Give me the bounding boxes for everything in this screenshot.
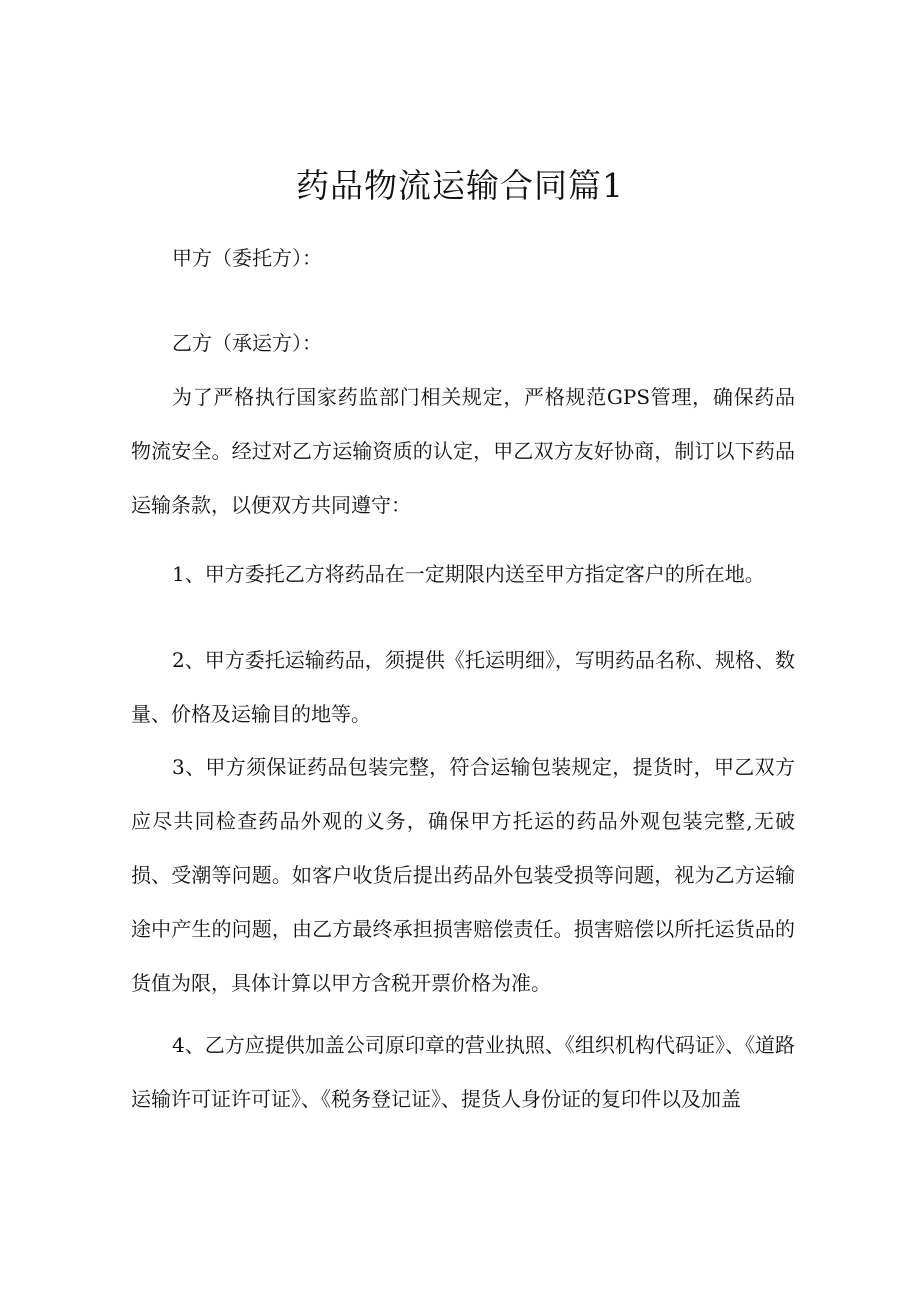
intro-paragraph: 为了严格执行国家药监部门相关规定，严格规范GPS管理，确保药品物流安全。经过对乙方运输资质的认定，甲乙双方友好协商，制订以下药品运输条款，以便双方共同遵守： — [131, 385, 795, 517]
document-title: 药品物流运输合同篇1 — [296, 166, 624, 205]
clause-2: 2、甲方委托运输药品，须提供《托运明细》，写明药品名称、规格、数量、价格及运输目的地等。 — [131, 648, 795, 726]
party-a-label: 甲方（委托方）： — [172, 246, 322, 270]
party-b-label: 乙方（承运方）： — [172, 331, 322, 355]
clause-4: 4、乙方应提供加盖公司原印章的营业执照、《组织机构代码证》、《道路运输许可证许可证》、《税务登记证》、提货人身份证的复印件以及加盖 — [131, 1033, 795, 1111]
clause-1: 1、甲方委托乙方将药品在一定期限内送至甲方指定客户的所在地。 — [172, 562, 765, 586]
clause-3: 3、甲方须保证药品包装完整，符合运输包装规定，提货时，甲乙双方应尽共同检查药品外观的义务，确保甲方托运的药品外观包装完整,无破损、受潮等问题。如客户收货后提出药品外包装受损等问题，视为乙方运输途中产生的问题，由乙方最终承担损害赔偿责任。损害赔偿以所托运货品的货值为限，具体计算以甲方含税开票价格为准。 — [131, 755, 795, 995]
